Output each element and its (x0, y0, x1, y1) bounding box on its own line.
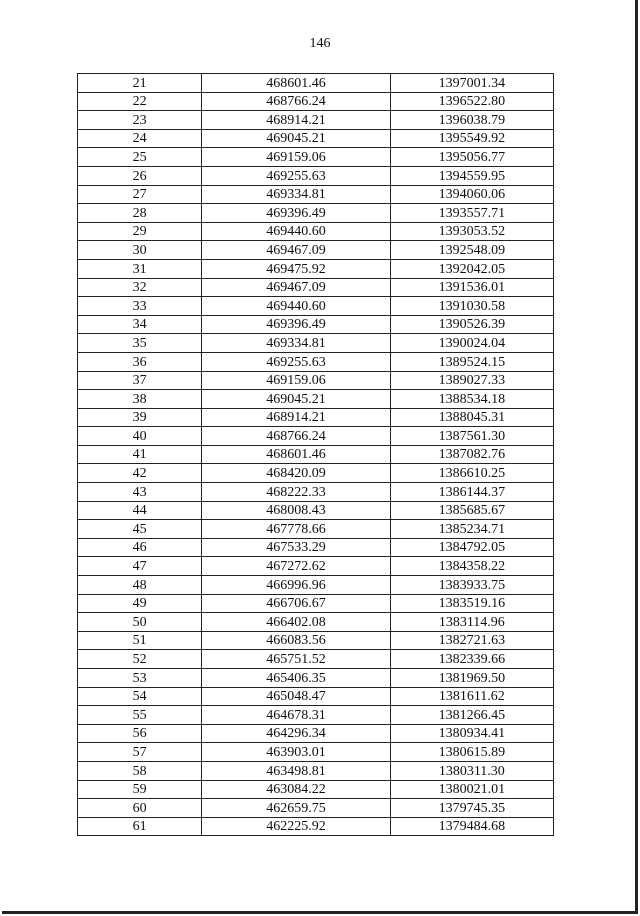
point-number-cell: 53 (78, 669, 202, 688)
x-coordinate-cell: 466083.56 (202, 631, 390, 650)
point-number-cell: 40 (78, 427, 202, 446)
y-coordinate-cell: 1379745.35 (390, 799, 553, 818)
y-coordinate-cell: 1393557.71 (390, 204, 553, 223)
y-coordinate-cell: 1380021.01 (390, 780, 553, 799)
x-coordinate-cell: 467533.29 (202, 538, 390, 557)
point-number-cell: 24 (78, 129, 202, 148)
point-number-cell: 47 (78, 557, 202, 576)
y-coordinate-cell: 1380934.41 (390, 724, 553, 743)
point-number-cell: 50 (78, 613, 202, 632)
y-coordinate-cell: 1380615.89 (390, 743, 553, 762)
table-row (78, 390, 554, 409)
x-coordinate-cell: 465406.35 (202, 669, 390, 688)
y-coordinate-cell: 1390024.04 (390, 334, 553, 353)
table-row (78, 408, 554, 427)
table-row (78, 204, 554, 223)
table-row (78, 259, 554, 278)
point-number-cell: 30 (78, 241, 202, 260)
y-coordinate-cell: 1385234.71 (390, 520, 553, 539)
x-coordinate-cell: 468601.46 (202, 74, 390, 93)
point-number-cell: 55 (78, 706, 202, 725)
x-coordinate-cell: 466996.96 (202, 576, 390, 595)
point-number-cell: 60 (78, 799, 202, 818)
table-row (78, 631, 554, 650)
table-row (78, 557, 554, 576)
point-number-cell: 39 (78, 408, 202, 427)
x-coordinate-cell: 463498.81 (202, 761, 390, 780)
x-coordinate-cell: 469255.63 (202, 166, 390, 185)
point-number-cell: 51 (78, 631, 202, 650)
point-number-cell: 56 (78, 724, 202, 743)
x-coordinate-cell: 468766.24 (202, 427, 390, 446)
table-row (78, 241, 554, 260)
table-row (78, 92, 554, 111)
table-row (78, 166, 554, 185)
x-coordinate-cell: 466402.08 (202, 613, 390, 632)
table-row (78, 334, 554, 353)
x-coordinate-cell: 468222.33 (202, 483, 390, 502)
table-row (78, 74, 554, 93)
y-coordinate-cell: 1397001.34 (390, 74, 553, 93)
x-coordinate-cell: 469159.06 (202, 148, 390, 167)
table-row (78, 111, 554, 130)
y-coordinate-cell: 1389027.33 (390, 371, 553, 390)
point-number-cell: 52 (78, 650, 202, 669)
point-number-cell: 43 (78, 483, 202, 502)
point-number-cell: 34 (78, 315, 202, 334)
point-number-cell: 42 (78, 464, 202, 483)
x-coordinate-cell: 469440.60 (202, 222, 390, 241)
x-coordinate-cell: 467272.62 (202, 557, 390, 576)
table-row (78, 669, 554, 688)
y-coordinate-cell: 1388045.31 (390, 408, 553, 427)
point-number-cell: 37 (78, 371, 202, 390)
y-coordinate-cell: 1392548.09 (390, 241, 553, 260)
x-coordinate-cell: 468766.24 (202, 92, 390, 111)
point-number-cell: 35 (78, 334, 202, 353)
x-coordinate-cell: 464678.31 (202, 706, 390, 725)
y-coordinate-cell: 1394559.95 (390, 166, 553, 185)
point-number-cell: 45 (78, 520, 202, 539)
x-coordinate-cell: 465048.47 (202, 687, 390, 706)
table-row (78, 352, 554, 371)
table-row (78, 817, 554, 836)
table-row (78, 445, 554, 464)
x-coordinate-cell: 468914.21 (202, 111, 390, 130)
y-coordinate-cell: 1387082.76 (390, 445, 553, 464)
coordinate-table (77, 73, 554, 836)
point-number-cell: 31 (78, 259, 202, 278)
table-row (78, 129, 554, 148)
point-number-cell: 33 (78, 297, 202, 316)
table-row (78, 576, 554, 595)
x-coordinate-cell: 467778.66 (202, 520, 390, 539)
point-number-cell: 49 (78, 594, 202, 613)
x-coordinate-cell: 469467.09 (202, 241, 390, 260)
x-coordinate-cell: 464296.34 (202, 724, 390, 743)
y-coordinate-cell: 1383519.16 (390, 594, 553, 613)
x-coordinate-cell: 462659.75 (202, 799, 390, 818)
y-coordinate-cell: 1381266.45 (390, 706, 553, 725)
x-coordinate-cell: 469159.06 (202, 371, 390, 390)
table-row (78, 780, 554, 799)
y-coordinate-cell: 1383114.96 (390, 613, 553, 632)
point-number-cell: 41 (78, 445, 202, 464)
point-number-cell: 58 (78, 761, 202, 780)
x-coordinate-cell: 468008.43 (202, 501, 390, 520)
table-row (78, 761, 554, 780)
table-row (78, 148, 554, 167)
point-number-cell: 48 (78, 576, 202, 595)
table-row (78, 724, 554, 743)
y-coordinate-cell: 1384792.05 (390, 538, 553, 557)
x-coordinate-cell: 469475.92 (202, 259, 390, 278)
table-row (78, 706, 554, 725)
point-number-cell: 44 (78, 501, 202, 520)
point-number-cell: 23 (78, 111, 202, 130)
y-coordinate-cell: 1395056.77 (390, 148, 553, 167)
table-row (78, 278, 554, 297)
y-coordinate-cell: 1390526.39 (390, 315, 553, 334)
point-number-cell: 36 (78, 352, 202, 371)
y-coordinate-cell: 1387561.30 (390, 427, 553, 446)
table-row (78, 185, 554, 204)
x-coordinate-cell: 469396.49 (202, 204, 390, 223)
y-coordinate-cell: 1396038.79 (390, 111, 553, 130)
y-coordinate-cell: 1386144.37 (390, 483, 553, 502)
y-coordinate-cell: 1388534.18 (390, 390, 553, 409)
y-coordinate-cell: 1383933.75 (390, 576, 553, 595)
table-row (78, 594, 554, 613)
table-row (78, 371, 554, 390)
x-coordinate-cell: 469467.09 (202, 278, 390, 297)
x-coordinate-cell: 466706.67 (202, 594, 390, 613)
point-number-cell: 46 (78, 538, 202, 557)
table-row (78, 464, 554, 483)
table-row (78, 520, 554, 539)
x-coordinate-cell: 468914.21 (202, 408, 390, 427)
point-number-cell: 32 (78, 278, 202, 297)
y-coordinate-cell: 1381969.50 (390, 669, 553, 688)
y-coordinate-cell: 1392042.05 (390, 259, 553, 278)
y-coordinate-cell: 1379484.68 (390, 817, 553, 836)
x-coordinate-cell: 469334.81 (202, 185, 390, 204)
page-number: 146 (309, 36, 331, 51)
table-row (78, 538, 554, 557)
point-number-cell: 22 (78, 92, 202, 111)
table-row (78, 613, 554, 632)
point-number-cell: 26 (78, 166, 202, 185)
table-row (78, 799, 554, 818)
x-coordinate-cell: 469334.81 (202, 334, 390, 353)
y-coordinate-cell: 1391030.58 (390, 297, 553, 316)
y-coordinate-cell: 1382339.66 (390, 650, 553, 669)
table-row (78, 297, 554, 316)
point-number-cell: 57 (78, 743, 202, 762)
point-number-cell: 38 (78, 390, 202, 409)
point-number-cell: 61 (78, 817, 202, 836)
point-number-cell: 29 (78, 222, 202, 241)
x-coordinate-cell: 469255.63 (202, 352, 390, 371)
point-number-cell: 54 (78, 687, 202, 706)
table-row (78, 222, 554, 241)
y-coordinate-cell: 1396522.80 (390, 92, 553, 111)
table-row (78, 687, 554, 706)
y-coordinate-cell: 1382721.63 (390, 631, 553, 650)
x-coordinate-cell: 469045.21 (202, 390, 390, 409)
point-number-cell: 25 (78, 148, 202, 167)
point-number-cell: 59 (78, 780, 202, 799)
y-coordinate-cell: 1380311.30 (390, 761, 553, 780)
y-coordinate-cell: 1395549.92 (390, 129, 553, 148)
x-coordinate-cell: 469045.21 (202, 129, 390, 148)
table-row (78, 427, 554, 446)
point-number-cell: 27 (78, 185, 202, 204)
y-coordinate-cell: 1381611.62 (390, 687, 553, 706)
y-coordinate-cell: 1385685.67 (390, 501, 553, 520)
x-coordinate-cell: 468420.09 (202, 464, 390, 483)
x-coordinate-cell: 469440.60 (202, 297, 390, 316)
table-row (78, 501, 554, 520)
x-coordinate-cell: 465751.52 (202, 650, 390, 669)
y-coordinate-cell: 1393053.52 (390, 222, 553, 241)
y-coordinate-cell: 1394060.06 (390, 185, 553, 204)
y-coordinate-cell: 1391536.01 (390, 278, 553, 297)
x-coordinate-cell: 468601.46 (202, 445, 390, 464)
table-row (78, 650, 554, 669)
point-number-cell: 21 (78, 74, 202, 93)
y-coordinate-cell: 1389524.15 (390, 352, 553, 371)
table-row (78, 743, 554, 762)
x-coordinate-cell: 463903.01 (202, 743, 390, 762)
table-row (78, 315, 554, 334)
point-number-cell: 28 (78, 204, 202, 223)
y-coordinate-cell: 1386610.25 (390, 464, 553, 483)
x-coordinate-cell: 463084.22 (202, 780, 390, 799)
table-row (78, 483, 554, 502)
y-coordinate-cell: 1384358.22 (390, 557, 553, 576)
x-coordinate-cell: 469396.49 (202, 315, 390, 334)
x-coordinate-cell: 462225.92 (202, 817, 390, 836)
